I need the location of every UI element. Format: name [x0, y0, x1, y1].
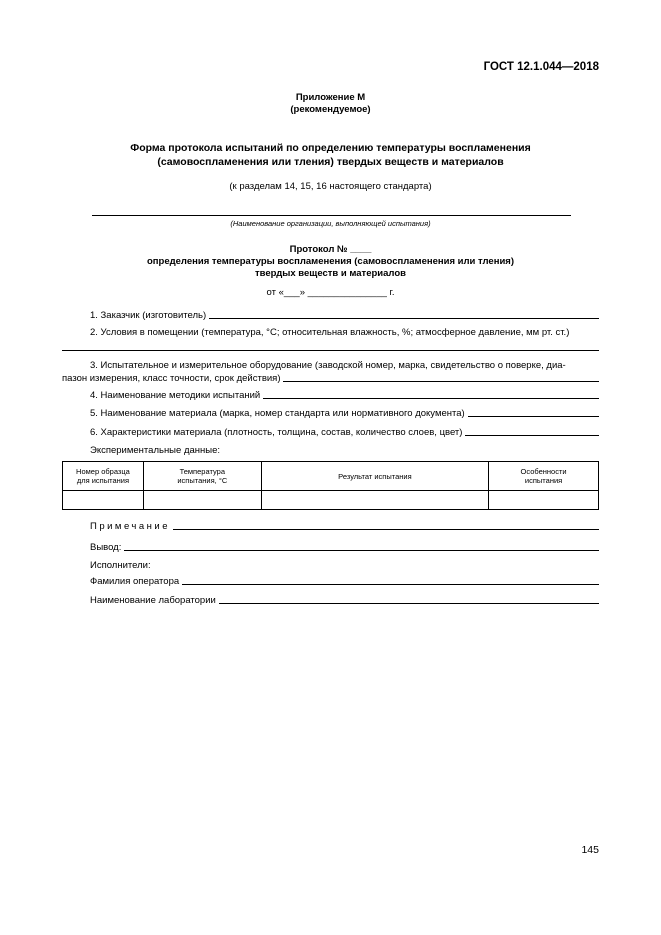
- field-room-conditions-label: 2. Условия в помещении (температура, °С; относительная влажность, %; атмосферное давление, мм рт. ст.): [90, 327, 570, 338]
- col-header-sample: [63, 462, 144, 491]
- field-note-line: [173, 528, 599, 530]
- col-header-sample-line1: Номер образца: [76, 467, 130, 476]
- field-method: [62, 390, 599, 401]
- field-material-name-label: 5. Наименование материала (марка, номер стандарта или нормативного документа): [90, 408, 465, 419]
- appendix-title: Приложение М: [295, 92, 366, 103]
- experimental-data: [62, 445, 599, 456]
- table-cell[interactable]: [143, 491, 261, 510]
- field-conclusion: [62, 542, 599, 553]
- room-conditions-line: [62, 350, 599, 351]
- field-operator-label: Фамилия оператора: [90, 576, 180, 587]
- col-header-temperature: [143, 462, 261, 491]
- field-room-conditions: [62, 327, 599, 338]
- table-cell[interactable]: [489, 491, 599, 510]
- form-title-line2: (самовоспламенения или тления) твердых веществ и материалов: [157, 156, 504, 168]
- col-header-features-line1: Особенности: [520, 467, 567, 476]
- field-equipment-label1: 3. Испытательное и измерительное оборудование (заводской номер, марка, свидетельство о поверке, диа-: [90, 360, 566, 371]
- field-customer-line: [209, 317, 599, 319]
- protocol-date: от «___» _______________ г.: [266, 287, 395, 298]
- organization-caption: (Наименование организации, выполняющей испытания): [230, 219, 431, 228]
- col-header-result: [261, 462, 488, 491]
- field-laboratory-label: Наименование лаборатории: [90, 595, 216, 606]
- field-customer-label: 1. Заказчик (изготовитель): [90, 310, 207, 321]
- col-header-temperature-line2: испытания, °С: [177, 476, 228, 485]
- organization-line: [92, 215, 571, 216]
- table-header-row: [63, 462, 599, 491]
- field-equipment: [62, 360, 599, 371]
- protocol-title: Протокол № ____: [289, 244, 372, 255]
- col-header-features: [489, 462, 599, 491]
- results-table: [62, 461, 599, 510]
- field-material-props: [62, 427, 599, 438]
- field-equipment-2: [62, 373, 599, 384]
- standard-number: ГОСТ 12.1.044—2018: [483, 61, 599, 73]
- field-equipment-line: [283, 380, 599, 382]
- protocol-line2: определения температуры воспламенения (самовоспламенения или тления): [146, 256, 514, 267]
- field-method-label: 4. Наименование методики испытаний: [90, 390, 261, 401]
- field-conclusion-line: [124, 549, 599, 551]
- appendix-note: (рекомендуемое): [290, 104, 371, 115]
- table-cell[interactable]: [63, 491, 144, 510]
- field-note-label: Примечание: [90, 521, 170, 532]
- field-material-name-line: [468, 415, 599, 417]
- field-operator: [62, 576, 599, 587]
- col-header-temperature-line1: Температура: [179, 467, 225, 476]
- col-header-result-line1: Результат испытания: [338, 471, 412, 481]
- field-customer: [62, 310, 599, 321]
- protocol-line3: твердых веществ и материалов: [255, 268, 406, 279]
- field-laboratory-line: [219, 602, 599, 604]
- field-method-line: [263, 397, 599, 399]
- col-header-features-line2: испытания: [524, 476, 563, 485]
- field-equipment-label2: пазон измерения, класс точности, срок действия): [62, 373, 281, 384]
- field-material-props-label: 6. Характеристики материала (плотность, толщина, состав, количество слоев, цвет): [90, 427, 463, 438]
- field-material-props-line: [465, 434, 599, 436]
- experimental-data-label: Экспериментальные данные:: [90, 445, 221, 456]
- table-row: [63, 491, 599, 510]
- field-conclusion-label: Вывод:: [90, 542, 122, 553]
- sections-reference: (к разделам 14, 15, 16 настоящего стандарта): [229, 181, 432, 192]
- field-operator-line: [182, 583, 599, 585]
- field-performers: [62, 560, 599, 571]
- form-title-line1: Форма протокола испытаний по определению температуры воспламенения: [130, 142, 531, 154]
- field-note: [62, 521, 599, 532]
- field-performers-label: Исполнители:: [90, 560, 151, 571]
- field-material-name: [62, 408, 599, 419]
- page-number: 145: [581, 844, 599, 856]
- field-laboratory: [62, 595, 599, 606]
- col-header-sample-line2: для испытания: [76, 476, 130, 485]
- table-cell[interactable]: [261, 491, 488, 510]
